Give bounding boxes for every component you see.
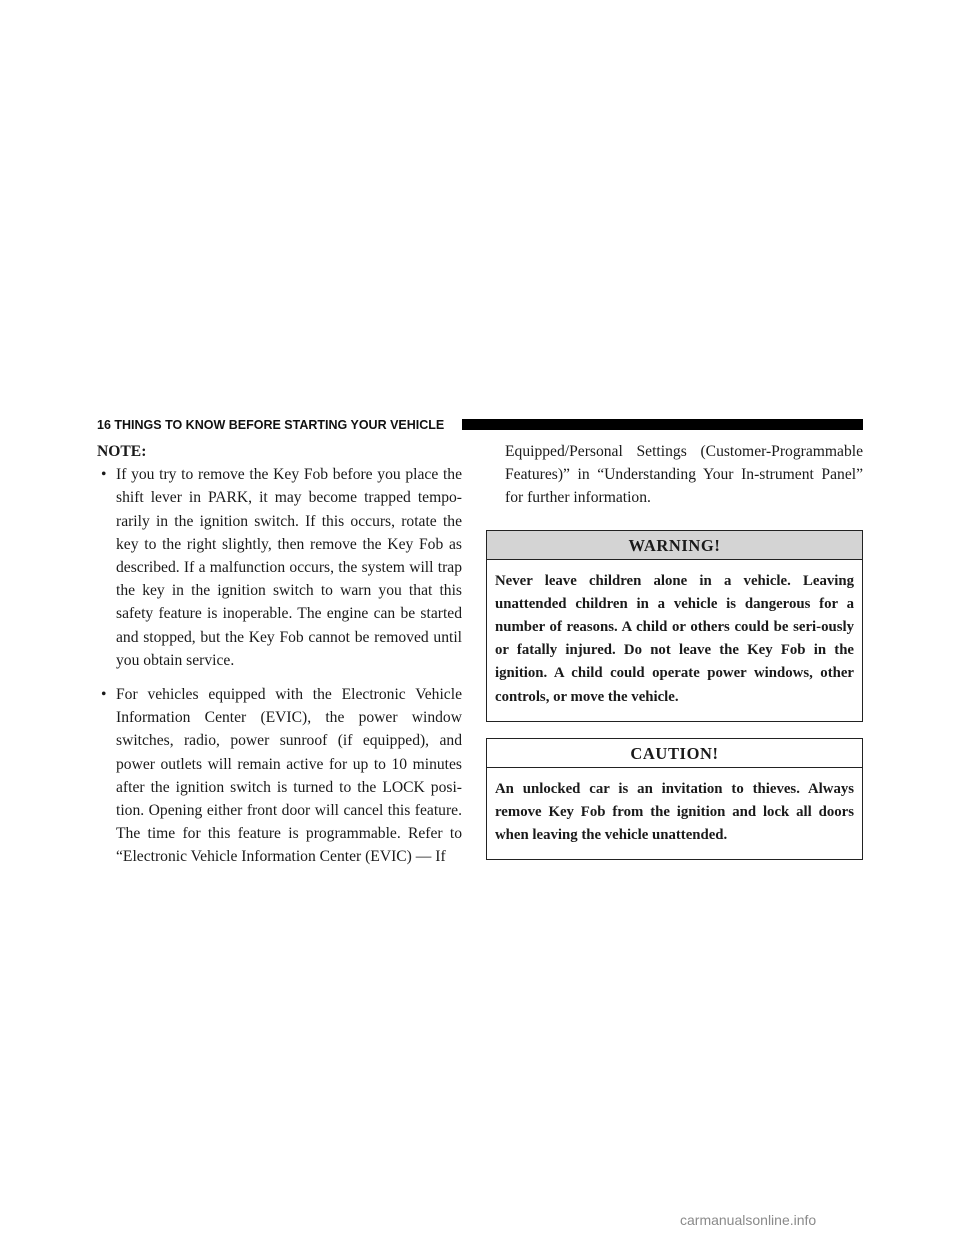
warning-title: WARNING! <box>487 531 862 560</box>
note-label: NOTE: <box>97 443 147 460</box>
left-column <box>97 440 462 880</box>
warning-body: Never leave children alone in a vehicle. Leaving unattended children in a vehicle is dangerous for a number of reasons. A child or others could be seri-ously or fatally injured. Do not leave the Key Fob in the ignition. A child could operate power windows, other controls, or move the vehicle. <box>495 572 854 705</box>
right-column <box>486 440 863 876</box>
page-header-title: 16 THINGS TO KNOW BEFORE STARTING YOUR VEHICLE <box>97 418 450 432</box>
header-rule <box>462 419 863 430</box>
bullet-item <box>97 463 462 672</box>
bullet-text: If you try to remove the Key Fob before you place the shift lever in PARK, it may become trapped tempo-rarily in the ignition switch. If this occurs, rotate the key to the right slightly, then remove the Key Fob as described. If a malfunction occurs, the system will trap the key in the ignition switch to warn you that this safety feature is inoperable. The engine can be started and stopped, but the Key Fob cannot be removed until you obtain service. <box>116 466 462 669</box>
bullet-icon: • <box>101 686 107 704</box>
caution-title: CAUTION! <box>487 739 862 768</box>
warning-box <box>486 530 863 722</box>
caution-body: An unlocked car is an invitation to thieves. Always remove Key Fob from the ignition and lock all doors when leaving the vehicle unattended. <box>495 780 854 844</box>
continuation-text: Equipped/Personal Settings (Customer-Programmable Features)” in “Understanding Your In-strument Panel” for further information. <box>505 443 863 507</box>
bullet-text: For vehicles equipped with the Electronic Vehicle Information Center (EVIC), the power window switches, radio, power sunroof (if equipped), and power outlets will remain active for up to 10 minutes after the ignition switch is turned to the LOCK posi-tion. Opening either front door will cancel this feature. The time for this feature is programmable. Refer to “Electronic Vehicle Information Center (EVIC) — If <box>116 686 462 866</box>
bullet-item <box>97 683 462 869</box>
caution-box <box>486 738 863 861</box>
bullet-icon: • <box>101 466 107 484</box>
page-header <box>97 418 863 432</box>
watermark: carmanualsonline.info <box>680 1212 817 1228</box>
